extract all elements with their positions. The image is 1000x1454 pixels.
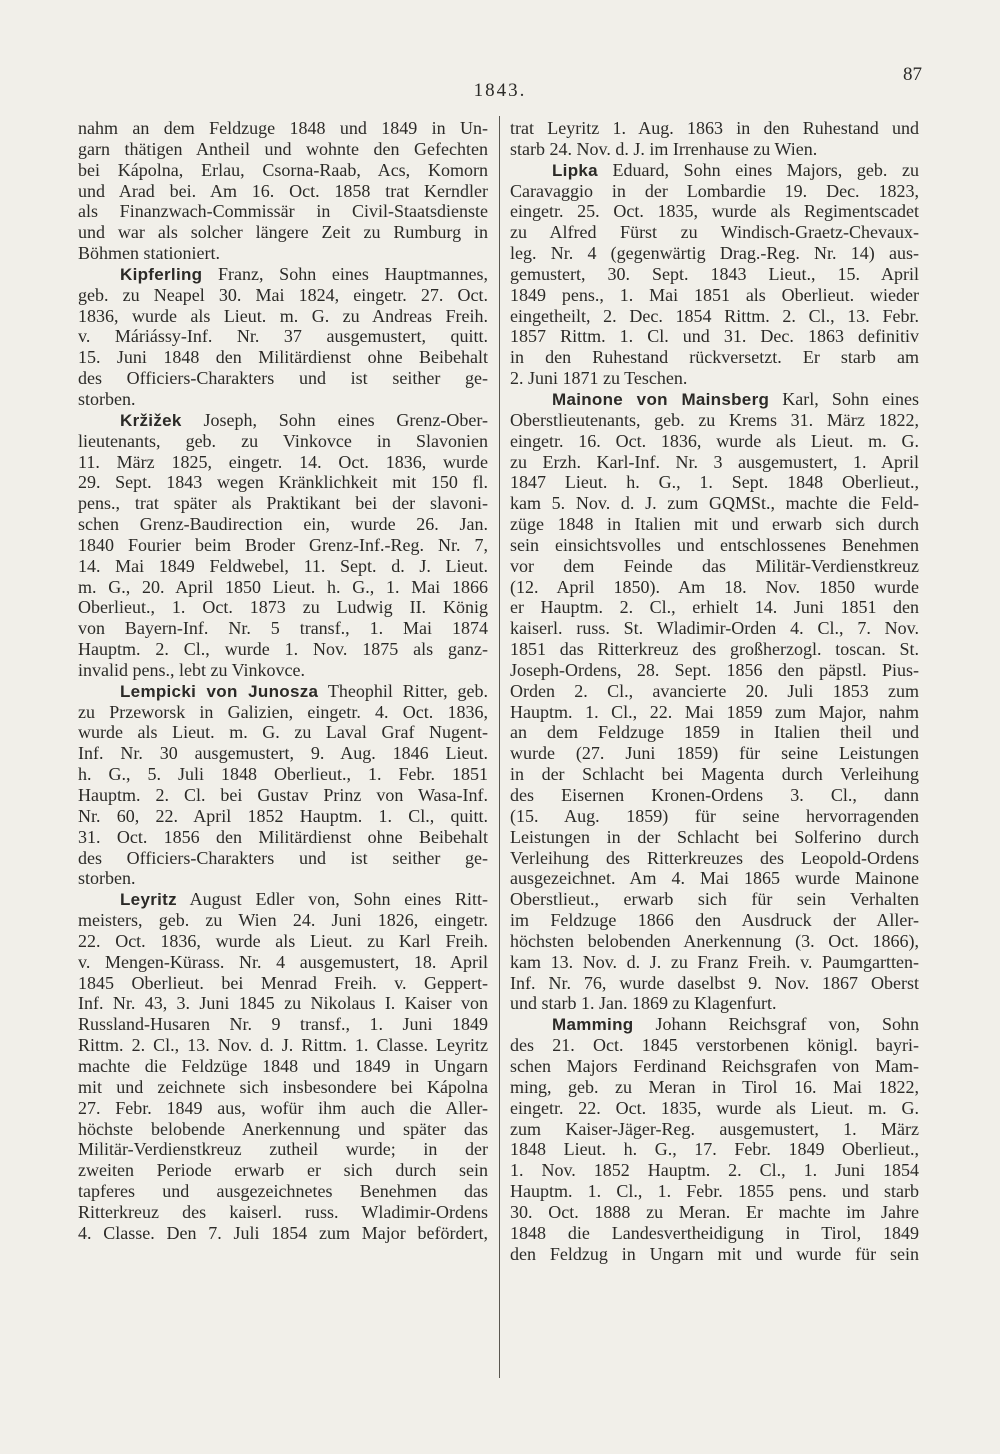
line-text: v. Mengen-Kürass. Nr. 4 ausgemustert, 18. April [78,951,488,972]
text-line [78,993,488,1014]
line-text: invalid pens., lebt zu Vinkovce. [78,659,306,680]
text-line [78,181,488,202]
line-text: Inf. Nr. 43, 3. Juni 1845 zu Nikolaus I. Kaiser von [78,993,488,1014]
line-text: 29. Sept. 1843 wegen Kränklichkeit mit 150 fl. [78,472,488,493]
line-text: 1840 Fourier beim Broder Grenz-Inf.-Reg. Nr. 7, [78,534,488,555]
line-text: 1848 Lieut. h. G., 17. Febr. 1849 Oberlieut., [510,1139,919,1160]
text-line [510,1202,919,1223]
text-line [510,514,919,535]
text-line [510,452,919,473]
entry-heading-line [510,1014,919,1035]
line-text: kaiserl. russ. St. Wladimir-Orden 4. Cl., 7. Nov. [510,618,919,639]
text-line [78,597,488,618]
text-line [78,827,488,848]
line-text: er Hauptm. 2. Cl., erhielt 14. Juni 1851 den [510,597,919,618]
line-text: wurde als Lieut. m. G. zu Laval Graf Nugent- [78,722,488,743]
entry-name: Kržižek [120,410,182,430]
text-line [510,493,919,514]
line-text: in den Ruhestand rückversetzt. Er starb am [510,347,919,368]
text-line [78,1077,488,1098]
line-text: in der Schlacht bei Magenta durch Verleihung [510,764,919,785]
text-line [78,389,488,410]
line-text: Franz, Sohn eines Hauptmannes, [202,263,488,284]
line-text: Leistungen in der Schlacht bei Solferino durch [510,826,919,847]
text-line [78,764,488,785]
text-line [510,660,919,681]
text-line [510,556,919,577]
line-text: Nr. 60, 22. April 1852 Hauptm. 1. Cl., quitt. [78,805,488,826]
line-text: sein einsichtsvolles und entschlossenes Benehmen [510,534,919,555]
text-line [510,1077,919,1098]
line-text: des Eisernen Kronen-Ordens 3. Cl., dann [510,785,919,805]
text-line [510,431,919,452]
line-text: und Arad bei. Am 16. Oct. 1858 trat Kerndler [78,180,488,201]
text-line [510,139,919,160]
line-text: tapferes und ausgezeichnetes Benehmen das [78,1181,488,1202]
text-line [510,1223,919,1244]
text-line [78,431,488,452]
line-text: 31. Oct. 1856 den Militärdienst ohne Beibehalt [78,826,488,847]
text-line [510,243,919,264]
line-text: den Feldzug in Ungarn mit und wurde für sein [510,1243,919,1264]
text-line [510,326,919,347]
line-text: leg. Nr. 4 (gegenwärtig Drag.-Reg. Nr. 14) aus- [510,243,919,264]
line-text: meisters, geb. zu Wien 24. Juni 1826, eingetr. [78,910,488,931]
page-number: 87 [903,64,922,85]
text-line [78,118,488,139]
text-line [78,952,488,973]
line-text: 30. Oct. 1888 zu Meran. Er machte im Jahre [510,1201,919,1222]
line-text: 14. Mai 1849 Feldwebel, 11. Sept. d. J. Lieut. [78,555,488,576]
text-line [510,1181,919,1202]
entry-heading-line [510,160,919,181]
text-line [510,264,919,285]
line-text: 1836, wurde als Lieut. m. G. zu Andreas Freih. [78,305,488,326]
text-line [510,1160,919,1181]
text-line [78,1056,488,1077]
text-line [78,556,488,577]
line-text: Inf. Nr. 30 ausgemustert, 9. Aug. 1846 Lieut. [78,743,488,764]
text-line [78,1202,488,1223]
line-text: ausgezeichnet. Am 4. Mai 1865 wurde Mainone [510,868,919,889]
line-text: bei Kápolna, Erlau, Csorna-Raab, Acs, Komorn [78,159,488,180]
text-line [510,910,919,931]
text-line [78,1035,488,1056]
text-line [510,618,919,639]
text-line [78,660,488,681]
line-text: eingetr. 16. Oct. 1836, wurde als Lieut. m. G. [510,430,919,451]
line-text: kam 13. Nov. d. J. zu Franz Freih. v. Paumgartten- [510,951,919,972]
line-text: zum Kaiser-Jäger-Reg. ausgemustert, 1. März [510,1118,919,1139]
line-text: schen Grenz-Baudirection ein, wurde 26. Jan. [78,514,488,535]
text-line [78,639,488,660]
line-text: und war als solcher längere Zeit zu Rumburg in [78,222,488,243]
line-text: zweiten Periode erwarb er sich durch sein [78,1160,488,1181]
text-line [78,1119,488,1140]
line-text: des Officiers-Charakters und ist seither ge- [78,847,488,868]
line-text: 2. Juni 1871 zu Teschen. [510,368,688,389]
text-line [78,347,488,368]
line-text: August Edler von, Sohn eines Ritt- [176,889,488,910]
line-text: Oberstlieutenants, geb. zu Krems 31. März 1822, [510,409,919,430]
entry-heading-line [510,389,919,410]
text-line [510,931,919,952]
text-line [510,743,919,764]
text-line [78,514,488,535]
line-text: höchsten belobenden Anerkennung (3. Oct. 1866), [510,930,919,951]
line-text: Oberlieut., 1. Oct. 1873 zu Ludwig II. König [78,597,488,618]
entry-name: Mamming [552,1015,634,1035]
line-text: storben. [78,868,136,889]
text-line [510,681,919,702]
line-text: garn thätigen Antheil und wohnte den Gefechten [78,138,488,159]
text-line [78,973,488,994]
running-header-year: 1843. [473,80,527,101]
text-line [510,1098,919,1119]
line-text: mit und zeichnete sich insbesondere bei Kápolna [78,1076,488,1097]
line-text: eingetr. 25. Oct. 1835, wurde als Regimentscadet [510,201,919,222]
line-text: höchste belobende Anerkennung und später das [78,1118,488,1139]
text-line [78,618,488,639]
line-text: ming, geb. zu Meran in Tirol 16. Mai 1822, [510,1076,919,1097]
text-line [78,222,488,243]
line-text: vor dem Feinde das Militär-Verdienstkreuz [510,555,919,576]
line-text: schen Majors Ferdinand Reichsgrafen von Mam- [510,1055,919,1076]
text-line [78,368,488,389]
text-line [78,910,488,931]
text-line [510,347,919,368]
line-text: des 21. Oct. 1845 verstorbenen königl. bayri- [510,1035,919,1056]
text-line [78,806,488,827]
column-divider [499,116,500,1378]
line-text: 1848 die Landesvertheidigung in Tirol, 1849 [510,1222,919,1243]
text-line [78,535,488,556]
text-line [510,222,919,243]
text-line [78,1098,488,1119]
line-text: an dem Feldzuge 1859 in Italien theil und [510,722,919,743]
text-line [510,1119,919,1140]
line-text: Ritterkreuz des kaiserl. russ. Wladimir-Ordens [78,1201,488,1222]
line-text: als Finanzwach-Commissär in Civil-Staatsdienste [78,201,488,222]
line-text: v. Máriássy-Inf. Nr. 37 ausgemustert, quitt. [78,326,488,347]
entry-heading-line [78,264,488,285]
text-line [510,785,919,806]
text-line [510,201,919,222]
line-text: Inf. Nr. 76, wurde daselbst 9. Nov. 1867 Oberst [510,972,919,993]
line-text: 22. Oct. 1836, wurde als Lieut. zu Karl Freih. [78,930,488,951]
line-text: eingetheilt, 2. Dec. 1854 Rittm. 2. Cl., 13. Febr. [510,305,919,326]
line-text: Karl, Sohn eines [769,388,919,409]
text-line [78,201,488,222]
line-text: Joseph, Sohn eines Grenz-Ober- [181,409,488,430]
text-line [510,722,919,743]
line-text: Hauptm. 1. Cl., 1. Febr. 1855 pens. und starb [510,1181,919,1202]
line-text: 1845 Oberlieut. bei Menrad Freih. v. Geppert- [78,972,488,993]
text-line [78,160,488,181]
text-line [78,326,488,347]
text-line [510,973,919,994]
text-line [78,1223,488,1244]
line-text: machte die Feldzüge 1848 und 1849 in Ungarn [78,1055,488,1076]
entry-name: Kipferling [120,264,203,284]
line-text: Orden 2. Cl., avancierte 20. Juli 1853 zum [510,680,919,701]
line-text: 27. Febr. 1849 aus, wofür ihm auch die Aller- [78,1097,488,1118]
line-text: wurde (27. Juni 1859) für seine Leistungen [510,743,919,764]
text-line [510,577,919,598]
text-line [510,306,919,327]
line-text: Militär-Verdienstkreuz zutheil wurde; in der [78,1139,488,1160]
entry-heading-line [78,681,488,702]
text-line [510,285,919,306]
text-line [78,722,488,743]
line-text: nahm an dem Feldzuge 1848 und 1849 in Un- [78,118,488,138]
left-column [78,118,488,1244]
text-line [78,306,488,327]
text-line [78,1160,488,1181]
line-text: lieutenants, geb. zu Vinkovce in Slavonien [78,430,488,451]
line-text: kam 5. Nov. d. J. zum GQMSt., machte die Feld- [510,493,919,514]
line-text: des Officiers-Charakters und ist seither ge- [78,368,488,389]
text-line [510,410,919,431]
text-line [78,785,488,806]
entry-name: Leyritz [120,890,177,910]
line-text: Hauptm. 2. Cl. bei Gustav Prinz von Wasa-Inf. [78,785,488,805]
text-line [78,452,488,473]
text-line [510,806,919,827]
text-line [78,139,488,160]
line-text: storben. [78,388,136,409]
text-line [510,1035,919,1056]
text-line [510,181,919,202]
text-line [510,827,919,848]
line-text: von Bayern-Inf. Nr. 5 transf., 1. Mai 1874 [78,618,488,639]
text-line [78,1014,488,1035]
line-text: Eduard, Sohn eines Majors, geb. zu [597,159,919,180]
line-text: 4. Classe. Den 7. Juli 1854 zum Major befördert, [78,1222,488,1243]
text-line [510,1139,919,1160]
text-line [78,702,488,723]
text-line [510,639,919,660]
line-text: zu Erzh. Karl-Inf. Nr. 3 ausgemustert, 1. April [510,451,919,472]
text-line [78,493,488,514]
text-line [510,764,919,785]
line-text: eingetr. 22. Oct. 1835, wurde als Lieut. m. G. [510,1097,919,1118]
text-line [78,243,488,264]
line-text: 11. März 1825, eingetr. 14. Oct. 1836, wurde [78,451,488,472]
text-line [510,848,919,869]
entry-heading-line [78,889,488,910]
line-text: Caravaggio in der Lombardie 19. Dec. 1823, [510,180,919,201]
text-line [510,368,919,389]
text-line [510,1244,919,1265]
text-line [78,743,488,764]
line-text: 15. Juni 1848 den Militärdienst ohne Beibehalt [78,347,488,368]
text-line [510,1056,919,1077]
line-text: Joseph-Ordens, 28. Sept. 1856 den päpstl. Pius- [510,659,919,680]
line-text: Hauptm. 2. Cl., wurde 1. Nov. 1875 als ganz- [78,639,488,660]
line-text: (12. April 1850). Am 18. Nov. 1850 wurde [510,576,919,597]
line-text: und starb 1. Jan. 1869 zu Klagenfurt. [510,993,777,1014]
text-line [78,472,488,493]
right-column [510,118,919,1264]
line-text: 1. Nov. 1852 Hauptm. 2. Cl., 1. Juni 1854 [510,1160,919,1181]
text-line [78,931,488,952]
line-text: geb. zu Neapel 30. Mai 1824, eingetr. 27. Oct. [78,284,488,305]
text-line [510,118,919,139]
line-text: h. G., 5. Juli 1848 Oberlieut., 1. Febr. 1851 [78,764,488,785]
line-text: 1847 Lieut. h. G., 1. Sept. 1848 Oberlieut., [510,472,919,493]
entry-name: Lempicki von Junosza [120,681,319,701]
line-text: Verleihung des Ritterkreuzes des Leopold-Ordens [510,847,919,868]
line-text: Russland-Husaren Nr. 9 transf., 1. Juni 1849 [78,1014,488,1035]
line-text: zu Alfred Fürst zu Windisch-Graetz-Chevaux- [510,222,919,243]
line-text: im Feldzuge 1866 den Ausdruck der Aller- [510,910,919,931]
line-text: züge 1848 in Italien mit und erwarb sich durch [510,514,919,535]
text-line [78,1139,488,1160]
line-text: trat Leyritz 1. Aug. 1863 in den Ruhestand und [510,118,919,138]
line-text: 1851 das Ritterkreuz des großherzogl. toscan. St. [510,639,919,660]
line-text: Theophil Ritter, geb. [318,680,488,701]
line-text: Johann Reichsgraf von, Sohn [633,1014,919,1035]
line-text: Oberstlieut., erwarb sich für sein Verhalten [510,889,919,910]
entry-name: Lipka [552,160,598,180]
text-line [78,848,488,869]
line-text: m. G., 20. April 1850 Lieut. h. G., 1. Mai 1866 [78,576,488,597]
line-text: zu Przeworsk in Galizien, eingetr. 4. Oct. 1836, [78,701,488,722]
text-line [510,868,919,889]
text-line [510,597,919,618]
text-line [78,868,488,889]
text-line [510,952,919,973]
line-text: pens., trat später als Praktikant bei der slavoni- [78,493,488,514]
text-line [510,535,919,556]
line-text: 1849 pens., 1. Mai 1851 als Oberlieut. wieder [510,284,919,305]
line-text: gemustert, 30. Sept. 1843 Lieut., 15. April [510,263,919,284]
line-text: (15. Aug. 1859) für seine hervorragenden [510,805,919,826]
text-line [510,993,919,1014]
line-text: starb 24. Nov. d. J. im Irrenhause zu Wien. [510,138,818,159]
line-text: Böhmen stationiert. [78,243,220,264]
text-line [510,889,919,910]
text-line [78,577,488,598]
text-line [78,285,488,306]
text-line [510,702,919,723]
entry-name: Mainone von Mainsberg [552,389,770,409]
entry-heading-line [78,410,488,431]
line-text: Hauptm. 1. Cl., 22. Mai 1859 zum Major, nahm [510,701,919,722]
text-line [510,472,919,493]
text-line [78,1181,488,1202]
line-text: 1857 Rittm. 1. Cl. und 31. Dec. 1863 definitiv [510,326,919,347]
line-text: Rittm. 2. Cl., 13. Nov. d. J. Rittm. 1. Classe. Leyritz [78,1035,488,1056]
